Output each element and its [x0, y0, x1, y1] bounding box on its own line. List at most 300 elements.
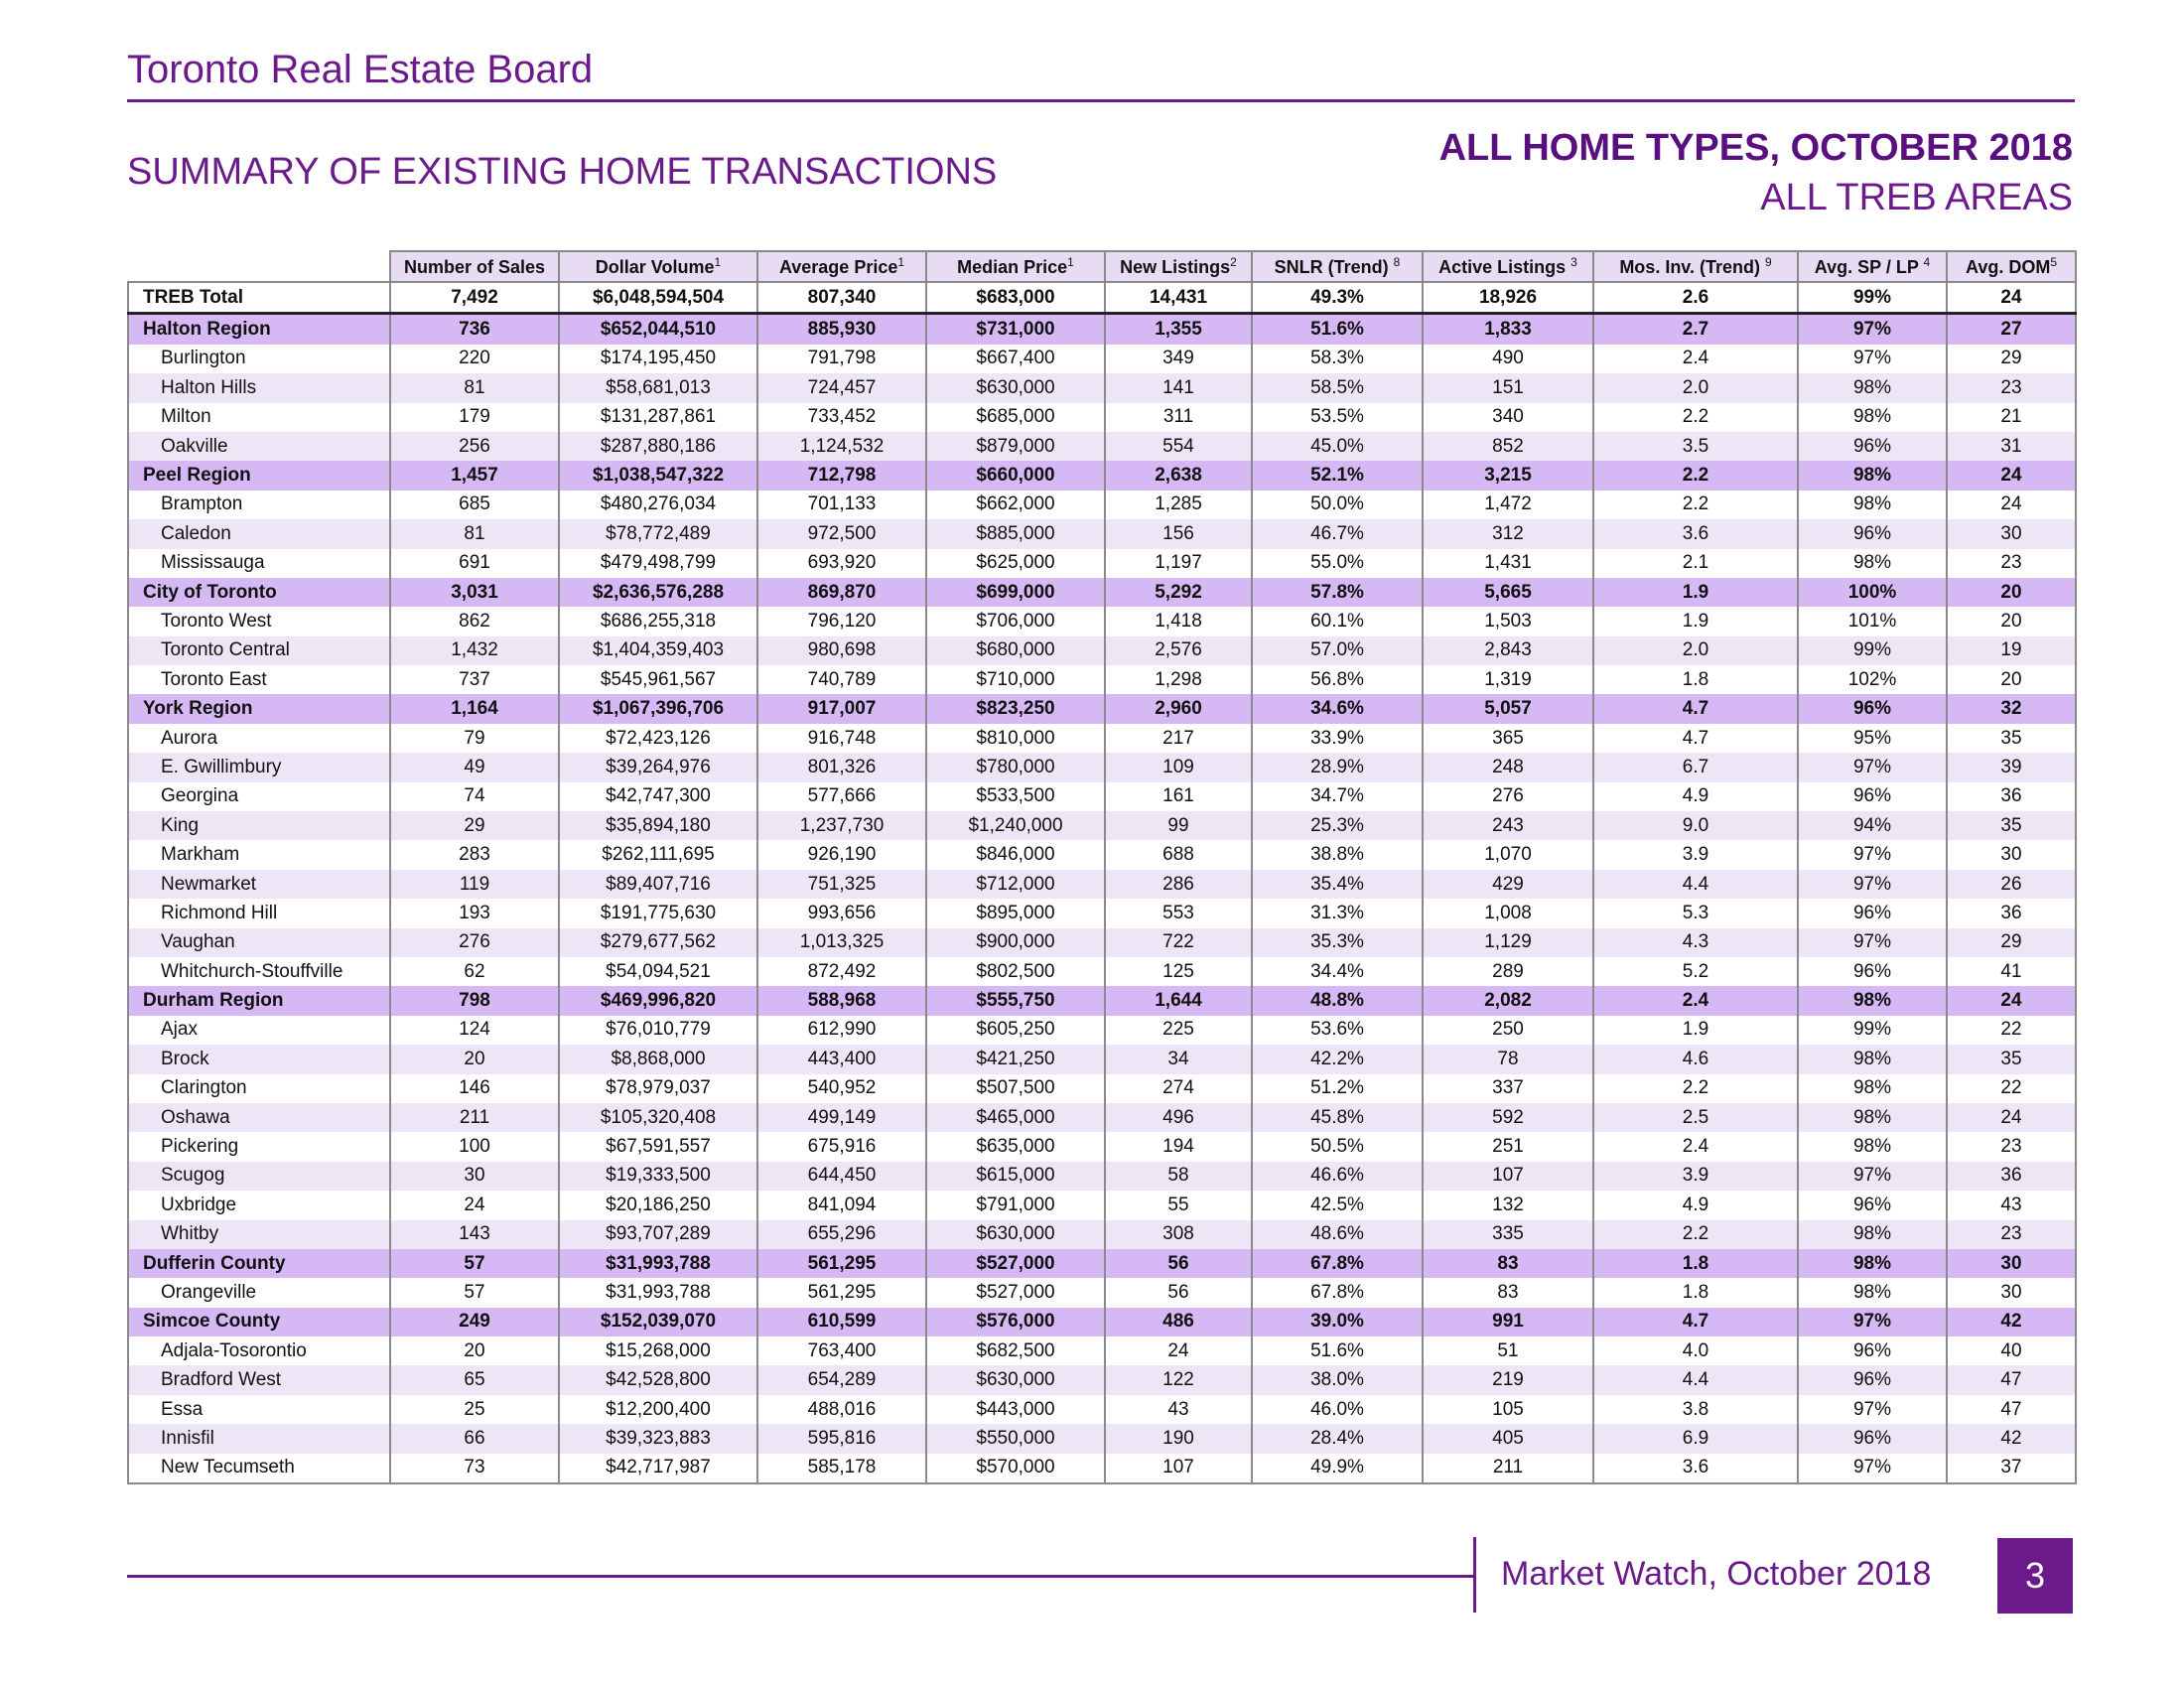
value-cell: 701,133: [757, 491, 926, 519]
value-cell: $682,500: [926, 1336, 1105, 1365]
value-cell: $630,000: [926, 373, 1105, 402]
value-cell: 19: [1947, 636, 2076, 665]
value-cell: 24: [1947, 986, 2076, 1015]
area-name-cell: Whitby: [128, 1220, 390, 1249]
area-name-cell: Scugog: [128, 1162, 390, 1191]
value-cell: 4.4: [1593, 1365, 1798, 1394]
value-cell: 42: [1947, 1424, 2076, 1453]
column-header-label: Number of Sales: [403, 257, 546, 277]
value-cell: 733,452: [757, 403, 926, 432]
area-name-cell: Ajax: [128, 1016, 390, 1045]
value-cell: 97%: [1798, 840, 1947, 869]
value-cell: $791,000: [926, 1191, 1105, 1219]
area-name-cell: Oshawa: [128, 1103, 390, 1132]
column-header-label: Avg. DOM: [1965, 257, 2051, 277]
value-cell: 724,457: [757, 373, 926, 402]
value-cell: 9.0: [1593, 811, 1798, 840]
value-cell: 917,007: [757, 694, 926, 723]
value-cell: 256: [390, 432, 559, 461]
value-cell: $443,000: [926, 1395, 1105, 1424]
table-row: [128, 1191, 2076, 1219]
value-cell: $279,677,562: [559, 928, 757, 957]
value-cell: 46.7%: [1252, 519, 1423, 548]
value-cell: 2,082: [1423, 986, 1593, 1015]
value-cell: 73: [390, 1454, 559, 1483]
area-name-cell: Vaughan: [128, 928, 390, 957]
value-cell: 22: [1947, 1074, 2076, 1103]
value-cell: 51.6%: [1252, 1336, 1423, 1365]
value-cell: 248: [1423, 753, 1593, 781]
value-cell: 340: [1423, 403, 1593, 432]
value-cell: 926,190: [757, 840, 926, 869]
value-cell: 30: [390, 1162, 559, 1191]
value-cell: $625,000: [926, 549, 1105, 578]
value-cell: 688: [1105, 840, 1252, 869]
column-footnote: 1: [897, 255, 905, 269]
value-cell: 5.3: [1593, 899, 1798, 927]
value-cell: 35: [1947, 724, 2076, 753]
column-header: [559, 251, 757, 282]
header-blank-cell: [128, 251, 390, 282]
value-cell: $533,500: [926, 782, 1105, 811]
value-cell: 585,178: [757, 1454, 926, 1483]
value-cell: 98%: [1798, 1278, 1947, 1307]
value-cell: 29: [390, 811, 559, 840]
value-cell: 7,492: [390, 282, 559, 314]
region-row: [128, 314, 2076, 345]
value-cell: $605,250: [926, 1016, 1105, 1045]
value-cell: 1,431: [1423, 549, 1593, 578]
value-cell: 53.5%: [1252, 403, 1423, 432]
value-cell: 675,916: [757, 1132, 926, 1161]
value-cell: 51.2%: [1252, 1074, 1423, 1103]
value-cell: 55.0%: [1252, 549, 1423, 578]
table-body: [128, 282, 2076, 1483]
value-cell: 20: [390, 1045, 559, 1073]
value-cell: 30: [1947, 1249, 2076, 1278]
value-cell: 34.7%: [1252, 782, 1423, 811]
value-cell: $287,880,186: [559, 432, 757, 461]
value-cell: 2.2: [1593, 461, 1798, 490]
value-cell: 20: [1947, 607, 2076, 635]
value-cell: 276: [390, 928, 559, 957]
value-cell: 97%: [1798, 928, 1947, 957]
value-cell: 2,843: [1423, 636, 1593, 665]
value-cell: 20: [1947, 665, 2076, 694]
org-title: Toronto Real Estate Board: [127, 48, 594, 91]
value-cell: 2.5: [1593, 1103, 1798, 1132]
area-name-cell: Peel Region: [128, 461, 390, 490]
table-row: [128, 373, 2076, 402]
value-cell: 2.4: [1593, 986, 1798, 1015]
value-cell: 5.2: [1593, 957, 1798, 986]
value-cell: 274: [1105, 1074, 1252, 1103]
value-cell: 655,296: [757, 1220, 926, 1249]
value-cell: $662,000: [926, 491, 1105, 519]
value-cell: 49: [390, 753, 559, 781]
column-header: [757, 251, 926, 282]
value-cell: 141: [1105, 373, 1252, 402]
value-cell: 96%: [1798, 432, 1947, 461]
value-cell: $479,498,799: [559, 549, 757, 578]
value-cell: $1,038,547,322: [559, 461, 757, 490]
value-cell: 42.5%: [1252, 1191, 1423, 1219]
value-cell: 143: [390, 1220, 559, 1249]
table-row: [128, 1016, 2076, 1045]
column-header-label: Dollar Volume: [595, 257, 715, 277]
value-cell: 23: [1947, 1220, 2076, 1249]
value-cell: $710,000: [926, 665, 1105, 694]
value-cell: $630,000: [926, 1220, 1105, 1249]
value-cell: $480,276,034: [559, 491, 757, 519]
column-header-label: Median Price: [957, 257, 1068, 277]
value-cell: 65: [390, 1365, 559, 1394]
column-header: [1423, 251, 1593, 282]
table-row: [128, 1074, 2076, 1103]
value-cell: 2.6: [1593, 282, 1798, 314]
value-cell: $879,000: [926, 432, 1105, 461]
value-cell: 36: [1947, 1162, 2076, 1191]
value-cell: $615,000: [926, 1162, 1105, 1191]
table-row: [128, 899, 2076, 927]
value-cell: 99%: [1798, 282, 1947, 314]
value-cell: $78,772,489: [559, 519, 757, 548]
area-name-cell: TREB Total: [128, 282, 390, 314]
value-cell: 60.1%: [1252, 607, 1423, 635]
value-cell: 14,431: [1105, 282, 1252, 314]
value-cell: 31: [1947, 432, 2076, 461]
value-cell: 98%: [1798, 1103, 1947, 1132]
value-cell: 1,070: [1423, 840, 1593, 869]
column-header: [1798, 251, 1947, 282]
value-cell: 74: [390, 782, 559, 811]
value-cell: 57.8%: [1252, 578, 1423, 607]
value-cell: 540,952: [757, 1074, 926, 1103]
value-cell: 52.1%: [1252, 461, 1423, 490]
value-cell: 25: [390, 1395, 559, 1424]
value-cell: 51.6%: [1252, 314, 1423, 345]
value-cell: 29: [1947, 928, 2076, 957]
area-name-cell: Halton Hills: [128, 373, 390, 402]
value-cell: 109: [1105, 753, 1252, 781]
area-name-cell: Orangeville: [128, 1278, 390, 1307]
value-cell: 2.4: [1593, 345, 1798, 373]
value-cell: 592: [1423, 1103, 1593, 1132]
value-cell: $900,000: [926, 928, 1105, 957]
value-cell: 100%: [1798, 578, 1947, 607]
value-cell: 32: [1947, 694, 2076, 723]
value-cell: $89,407,716: [559, 870, 757, 899]
value-cell: 23: [1947, 549, 2076, 578]
value-cell: $39,264,976: [559, 753, 757, 781]
column-header: [390, 251, 559, 282]
value-cell: 33.9%: [1252, 724, 1423, 753]
value-cell: 96%: [1798, 782, 1947, 811]
region-row: [128, 1308, 2076, 1336]
value-cell: 49.9%: [1252, 1454, 1423, 1483]
value-cell: 98%: [1798, 1045, 1947, 1073]
value-cell: 2.2: [1593, 491, 1798, 519]
footer-rule: [127, 1575, 1473, 1578]
value-cell: 40: [1947, 1336, 2076, 1365]
column-footnote: 5: [2050, 255, 2058, 269]
value-cell: 980,698: [757, 636, 926, 665]
value-cell: 1,432: [390, 636, 559, 665]
value-cell: 79: [390, 724, 559, 753]
value-cell: 122: [1105, 1365, 1252, 1394]
area-name-cell: Oakville: [128, 432, 390, 461]
table-row: [128, 870, 2076, 899]
area-name-cell: Halton Region: [128, 314, 390, 345]
value-cell: 852: [1423, 432, 1593, 461]
value-cell: $635,000: [926, 1132, 1105, 1161]
value-cell: $15,268,000: [559, 1336, 757, 1365]
value-cell: 2.2: [1593, 1220, 1798, 1249]
value-cell: 243: [1423, 811, 1593, 840]
value-cell: 1,124,532: [757, 432, 926, 461]
value-cell: 23: [1947, 1132, 2076, 1161]
table-row: [128, 636, 2076, 665]
value-cell: 83: [1423, 1278, 1593, 1307]
column-header: [1252, 251, 1423, 282]
region-row: [128, 1249, 2076, 1278]
value-cell: 38.8%: [1252, 840, 1423, 869]
value-cell: 53.6%: [1252, 1016, 1423, 1045]
value-cell: 34: [1105, 1045, 1252, 1073]
column-header-label: Mos. Inv. (Trend): [1619, 257, 1765, 277]
table-row: [128, 519, 2076, 548]
area-name-cell: Pickering: [128, 1132, 390, 1161]
value-cell: 4.6: [1593, 1045, 1798, 1073]
value-cell: 35.4%: [1252, 870, 1423, 899]
value-cell: 132: [1423, 1191, 1593, 1219]
value-cell: 2.2: [1593, 1074, 1798, 1103]
value-cell: 146: [390, 1074, 559, 1103]
value-cell: 67.8%: [1252, 1249, 1423, 1278]
value-cell: 30: [1947, 519, 2076, 548]
value-cell: 99: [1105, 811, 1252, 840]
value-cell: 2.0: [1593, 636, 1798, 665]
value-cell: $802,500: [926, 957, 1105, 986]
area-name-cell: Milton: [128, 403, 390, 432]
value-cell: 553: [1105, 899, 1252, 927]
value-cell: 499,149: [757, 1103, 926, 1132]
value-cell: 612,990: [757, 1016, 926, 1045]
value-cell: 96%: [1798, 1424, 1947, 1453]
value-cell: 47: [1947, 1395, 2076, 1424]
value-cell: 3,031: [390, 578, 559, 607]
value-cell: 308: [1105, 1220, 1252, 1249]
value-cell: 691: [390, 549, 559, 578]
value-cell: 496: [1105, 1103, 1252, 1132]
top-rule: [127, 99, 2075, 102]
value-cell: $35,894,180: [559, 811, 757, 840]
value-cell: 161: [1105, 782, 1252, 811]
value-cell: 6.9: [1593, 1424, 1798, 1453]
value-cell: 45.0%: [1252, 432, 1423, 461]
value-cell: $555,750: [926, 986, 1105, 1015]
value-cell: 365: [1423, 724, 1593, 753]
value-cell: 335: [1423, 1220, 1593, 1249]
value-cell: 4.7: [1593, 694, 1798, 723]
value-cell: 1,503: [1423, 607, 1593, 635]
publication-name: Market Watch, October 2018: [1501, 1555, 1932, 1593]
report-period-title: ALL HOME TYPES, OCTOBER 2018: [1438, 127, 2073, 169]
value-cell: 48.8%: [1252, 986, 1423, 1015]
value-cell: 124: [390, 1016, 559, 1045]
value-cell: 43: [1105, 1395, 1252, 1424]
area-name-cell: Toronto West: [128, 607, 390, 635]
value-cell: $846,000: [926, 840, 1105, 869]
value-cell: 98%: [1798, 373, 1947, 402]
table-row: [128, 1162, 2076, 1191]
value-cell: 1,833: [1423, 314, 1593, 345]
value-cell: 193: [390, 899, 559, 927]
value-cell: 51: [1423, 1336, 1593, 1365]
table-row: [128, 928, 2076, 957]
table-row: [128, 665, 2076, 694]
value-cell: 67.8%: [1252, 1278, 1423, 1307]
area-name-cell: Caledon: [128, 519, 390, 548]
column-header-label: SNLR (Trend): [1274, 257, 1394, 277]
footer-divider: [1473, 1537, 1476, 1613]
total-row: [128, 282, 2076, 314]
value-cell: 737: [390, 665, 559, 694]
value-cell: $72,423,126: [559, 724, 757, 753]
value-cell: 3.6: [1593, 1454, 1798, 1483]
value-cell: 190: [1105, 1424, 1252, 1453]
column-header-label: Active Listings: [1438, 257, 1571, 277]
area-name-cell: Essa: [128, 1395, 390, 1424]
value-cell: 311: [1105, 403, 1252, 432]
value-cell: 43: [1947, 1191, 2076, 1219]
value-cell: $93,707,289: [559, 1220, 757, 1249]
value-cell: 95%: [1798, 724, 1947, 753]
value-cell: 736: [390, 314, 559, 345]
value-cell: 4.7: [1593, 1308, 1798, 1336]
table-row: [128, 1454, 2076, 1483]
value-cell: 41: [1947, 957, 2076, 986]
value-cell: 1.8: [1593, 665, 1798, 694]
region-row: [128, 578, 2076, 607]
column-header-label: Avg. SP / LP: [1814, 257, 1924, 277]
value-cell: 1.8: [1593, 1278, 1798, 1307]
value-cell: 251: [1423, 1132, 1593, 1161]
value-cell: 991: [1423, 1308, 1593, 1336]
value-cell: 96%: [1798, 1365, 1947, 1394]
table-row: [128, 1336, 2076, 1365]
value-cell: 81: [390, 373, 559, 402]
value-cell: $712,000: [926, 870, 1105, 899]
table-row: [128, 840, 2076, 869]
value-cell: 1,197: [1105, 549, 1252, 578]
value-cell: 97%: [1798, 345, 1947, 373]
value-cell: 58.3%: [1252, 345, 1423, 373]
value-cell: 34.4%: [1252, 957, 1423, 986]
value-cell: $686,255,318: [559, 607, 757, 635]
value-cell: 276: [1423, 782, 1593, 811]
table-row: [128, 1278, 2076, 1307]
area-name-cell: New Tecumseth: [128, 1454, 390, 1483]
summary-title: SUMMARY OF EXISTING HOME TRANSACTIONS: [127, 151, 998, 193]
value-cell: 3.6: [1593, 519, 1798, 548]
area-name-cell: Whitchurch-Stouffville: [128, 957, 390, 986]
value-cell: 78: [1423, 1045, 1593, 1073]
value-cell: $42,528,800: [559, 1365, 757, 1394]
value-cell: $20,186,250: [559, 1191, 757, 1219]
column-footnote: 2: [1230, 255, 1237, 269]
value-cell: 98%: [1798, 1249, 1947, 1278]
area-name-cell: Burlington: [128, 345, 390, 373]
value-cell: 48.6%: [1252, 1220, 1423, 1249]
value-cell: 3,215: [1423, 461, 1593, 490]
value-cell: 2.2: [1593, 403, 1798, 432]
value-cell: 5,292: [1105, 578, 1252, 607]
value-cell: 96%: [1798, 519, 1947, 548]
value-cell: 740,789: [757, 665, 926, 694]
table-row: [128, 432, 2076, 461]
area-name-cell: Dufferin County: [128, 1249, 390, 1278]
value-cell: 20: [1947, 578, 2076, 607]
value-cell: 23: [1947, 373, 2076, 402]
value-cell: 1.8: [1593, 1249, 1798, 1278]
table-row: [128, 1103, 2076, 1132]
value-cell: 55: [1105, 1191, 1252, 1219]
value-cell: 4.0: [1593, 1336, 1798, 1365]
value-cell: 4.4: [1593, 870, 1798, 899]
value-cell: $885,000: [926, 519, 1105, 548]
table-row: [128, 491, 2076, 519]
value-cell: 1,319: [1423, 665, 1593, 694]
table-row: [128, 1045, 2076, 1073]
value-cell: $42,747,300: [559, 782, 757, 811]
value-cell: 36: [1947, 782, 2076, 811]
value-cell: 66: [390, 1424, 559, 1453]
value-cell: 211: [1423, 1454, 1593, 1483]
area-name-cell: Markham: [128, 840, 390, 869]
value-cell: 22: [1947, 1016, 2076, 1045]
value-cell: 56: [1105, 1278, 1252, 1307]
value-cell: 50.0%: [1252, 491, 1423, 519]
value-cell: 30: [1947, 840, 2076, 869]
value-cell: 712,798: [757, 461, 926, 490]
value-cell: $31,993,788: [559, 1249, 757, 1278]
value-cell: 763,400: [757, 1336, 926, 1365]
area-name-cell: Brock: [128, 1045, 390, 1073]
value-cell: 1,013,325: [757, 928, 926, 957]
value-cell: 993,656: [757, 899, 926, 927]
area-name-cell: Mississauga: [128, 549, 390, 578]
value-cell: $191,775,630: [559, 899, 757, 927]
value-cell: $683,000: [926, 282, 1105, 314]
area-name-cell: E. Gwillimbury: [128, 753, 390, 781]
value-cell: 46.0%: [1252, 1395, 1423, 1424]
value-cell: 96%: [1798, 1191, 1947, 1219]
value-cell: 561,295: [757, 1278, 926, 1307]
table-header-row: [128, 251, 2076, 282]
value-cell: $6,048,594,504: [559, 282, 757, 314]
value-cell: 101%: [1798, 607, 1947, 635]
value-cell: 405: [1423, 1424, 1593, 1453]
area-name-cell: Adjala-Tosorontio: [128, 1336, 390, 1365]
area-name-cell: Toronto East: [128, 665, 390, 694]
value-cell: 39: [1947, 753, 2076, 781]
value-cell: 869,870: [757, 578, 926, 607]
value-cell: $58,681,013: [559, 373, 757, 402]
value-cell: 219: [1423, 1365, 1593, 1394]
table-row: [128, 957, 2076, 986]
area-name-cell: Innisfil: [128, 1424, 390, 1453]
